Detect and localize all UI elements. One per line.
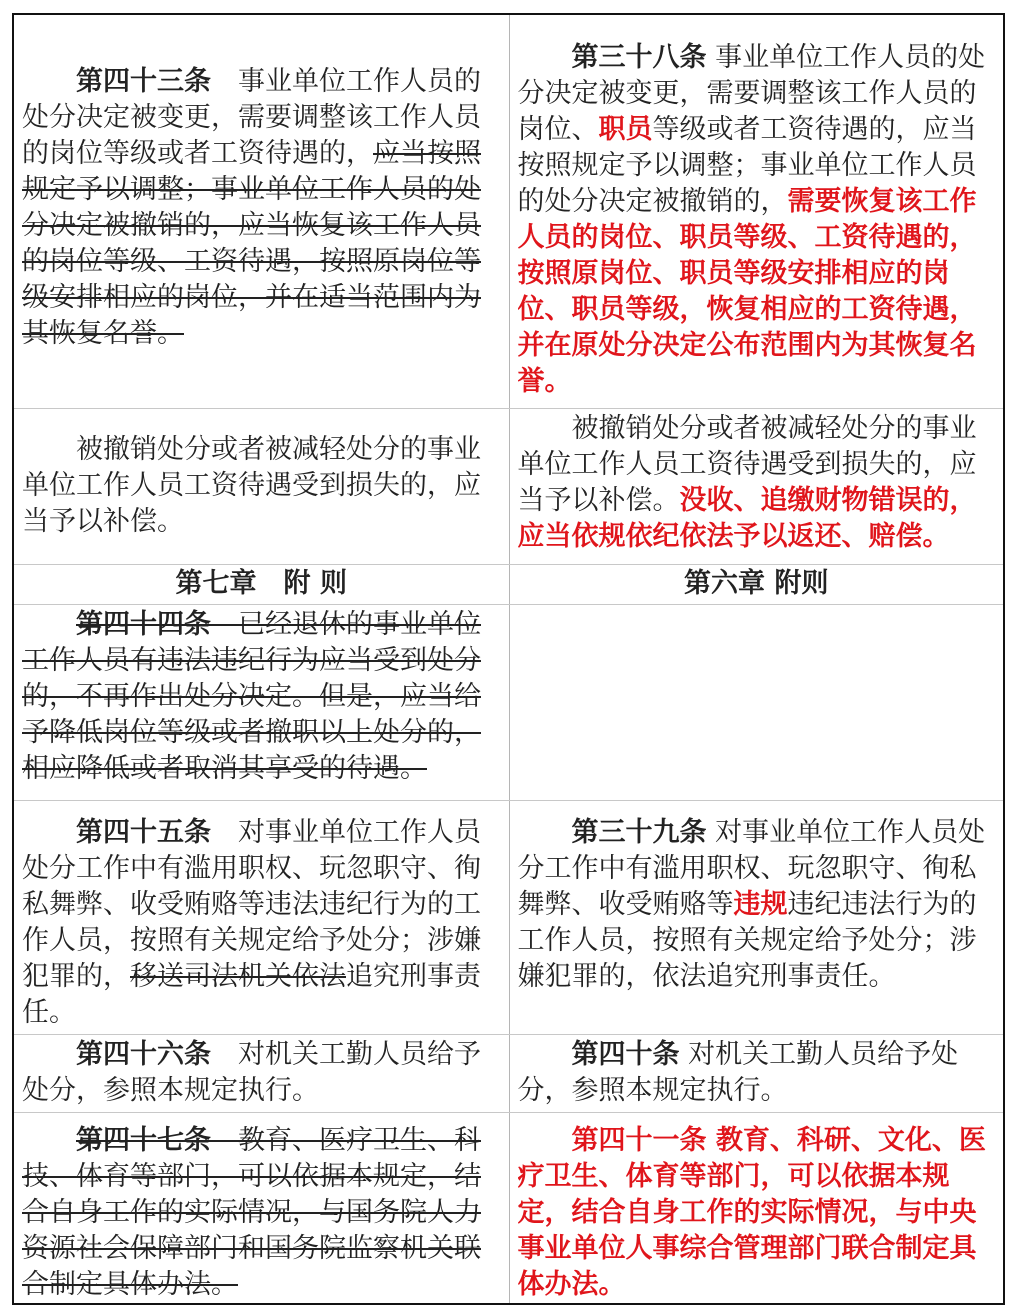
new-article-40-cell <box>509 1034 1004 1112</box>
new-article-39-cell <box>509 800 1004 1034</box>
table-row <box>13 800 1004 1034</box>
old-compensation-cell <box>13 408 509 564</box>
added-text: 违规 <box>733 888 788 920</box>
article-text: 事业单位工作人员的处分决定被变更，需要调整该工作人员的岗位、 <box>517 42 986 145</box>
empty-cell <box>509 604 1004 800</box>
article-heading: 第四十条 <box>571 1038 680 1070</box>
article-heading: 第四十七条 <box>76 1124 211 1156</box>
article-text: 事业单位工作人员的处分决定被变更，需要调整该工作人员的岗位等级或者工资待遇的， <box>22 66 481 170</box>
struck-text: 应当按照规定予以调整；事业单位工作人员的处分决定被撤销的，应当恢复该工作人员的岗位等级、工资待遇，按照原岗位等级安排相应的岗位，并在适当范围内为其恢复名誉。 <box>22 138 481 350</box>
added-text: 没收、追缴财物错误的，应当依规依纪依法予以返还、赔偿。 <box>517 484 977 552</box>
old-article-45-cell <box>13 800 509 1034</box>
struck-text: 教育、医疗卫生、科技、体育等部门，可以依据本规定，结合自身工作的实际情况，与国务院人力资源社会保障部门和国务院监察机关联合制定具体办法。 <box>22 1124 481 1300</box>
new-article-41-cell <box>509 1112 1004 1304</box>
article-text: 对事业单位工作人员处分工作中有滥用职权、玩忽职守、徇私舞弊、收受贿赂等违法违纪行为的工作人员，按照有关规定给予处分；涉嫌犯罪的， <box>22 816 481 992</box>
old-article-44-cell <box>13 604 509 800</box>
added-text: 教育、科研、文化、医疗卫生、体育等部门，可以依据本规定，结合自身工作的实际情况，与中央事业单位人事综合管理部门联合制定具体办法。 <box>517 1124 986 1300</box>
article-text: 违纪违法行为的工作人员，按照有关规定给予处分；涉嫌犯罪的，依法追究刑事责任。 <box>517 888 977 992</box>
comparison-table <box>12 13 1005 1305</box>
article-heading: 第四十一条 <box>571 1124 707 1156</box>
article-heading: 第四十四条 <box>76 608 211 640</box>
old-article-43-cell <box>13 14 509 408</box>
added-text: 需要恢复该工作人员的岗位、职员等级、工资待遇的，按照原岗位、职员等级安排相应的岗位、职员等级，恢复相应的工资待遇，并在原处分决定公布范围内为其恢复名誉。 <box>517 186 977 397</box>
article-heading: 第四十三条 <box>76 66 211 98</box>
article-heading: 第四十六条 <box>76 1038 211 1070</box>
article-text: 被撤销处分或者被减轻处分的事业单位工作人员工资待遇受到损失的，应当予以补偿。 <box>517 412 977 516</box>
added-text: 职员 <box>598 114 653 145</box>
article-text: 等级或者工资待遇的，应当按照规定予以调整；事业单位工作人员的处分决定被撤销的， <box>517 114 977 217</box>
article-text: 对事业单位工作人员处分工作中有滥用职权、玩忽职守、徇私舞弊、收受贿赂等 <box>517 816 986 920</box>
article-text: 对机关工勤人员给予处分，参照本规定执行。 <box>22 1038 481 1106</box>
new-compensation-cell <box>509 408 1004 564</box>
struck-text: 已经退休的事业单位工作人员有违法违纪行为应当受到处分的，不再作出处分决定。但是，应当给予降低岗位等级或者撤职以上处分的，相应降低或者取消其享受的待遇。 <box>22 608 481 784</box>
table-row <box>13 1034 1004 1112</box>
new-chapter-title: 第六章 附则 <box>509 564 1004 604</box>
article-text: 对机关工勤人员给予处分，参照本规定执行。 <box>517 1038 959 1106</box>
old-chapter-title: 第七章 附 则 <box>13 564 509 604</box>
table-row <box>13 408 1004 564</box>
article-heading: 第三十八条 <box>571 42 707 73</box>
table-row <box>13 1112 1004 1304</box>
table-row <box>13 604 1004 800</box>
struck-text: 移送司法机关依法 <box>130 960 346 992</box>
article-text: 追究刑事责任。 <box>22 960 481 1028</box>
old-article-47-cell <box>13 1112 509 1304</box>
new-article-38-cell <box>509 14 1004 408</box>
article-text: 被撤销处分或者被减轻处分的事业单位工作人员工资待遇受到损失的，应当予以补偿。 <box>22 434 481 537</box>
article-heading: 第四十五条 <box>76 816 211 848</box>
article-heading: 第三十九条 <box>571 816 707 848</box>
table-row <box>13 14 1004 408</box>
old-article-46-cell <box>13 1034 509 1112</box>
table-row <box>13 564 1004 604</box>
